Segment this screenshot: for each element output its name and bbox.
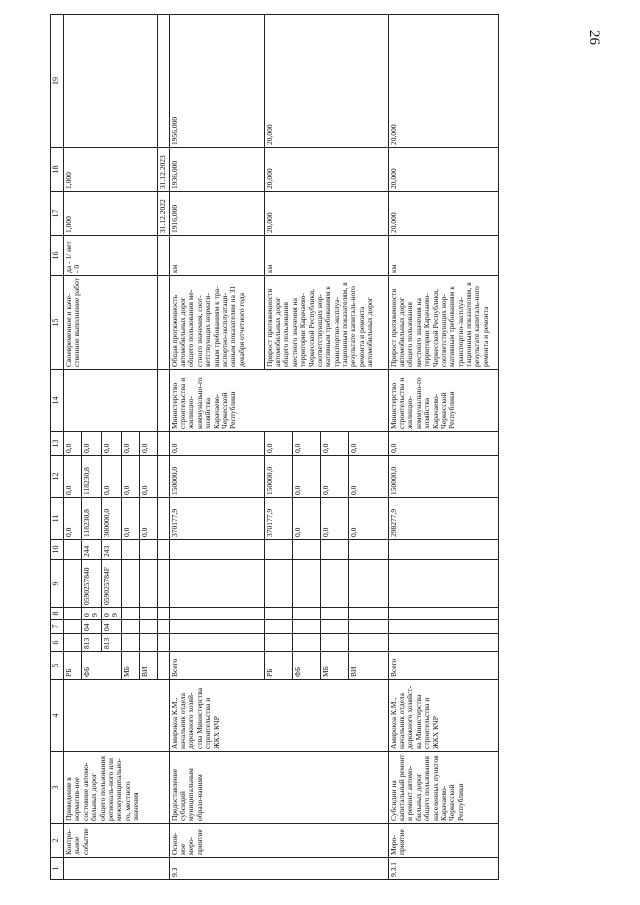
row-name-cell: Приведение в норматив-ное состояние автомо-бильных дорог общего пользования региональ-ного или межмуниципально-го, местного значения (64, 752, 170, 824)
col-header: 18 (51, 148, 64, 192)
col-header: 14 (51, 370, 64, 432)
unit-cell: км (169, 236, 264, 276)
col-header: 6 (51, 634, 64, 652)
col-header: 13 (51, 432, 64, 456)
program-table (50, 14, 499, 880)
table-row: ФБ 813 04 09 0590257840 244 118230,8 118230,8 0,0 (82, 15, 102, 880)
table-row: ВИ 0,0 0,0 0,0 (139, 15, 157, 880)
table-row: ВИ 0,0 0,0 0,0 (348, 15, 388, 880)
unit-cell: км (264, 236, 388, 276)
header-row (51, 15, 64, 880)
table-row: 9.3.1 Меро-приятие Субсидии на капитальный ремонт и ремонт автомо-бильных дорог общего пользования населенных пунктов Карачаево-Черкесской Республики Амирокоа К.М., начальник отдела дорожного хозяйст-ва Министерства строительства и ЖКХ КЧР Всего 298277,9 150000,0 0,0 Министерство строительства и жилищно-коммунально-го хозяйства Карачаево-Черкесской Республики Прирост протяженности автомобильных дорог общего пользования местного значения на территории Карачаево-Черкесской Республики, соответствующих нор-мативным требованиям к транспортно-эксплуа-тационным показателям, в результате капиталь-ного ремонта и ремонта км 20,000 20,000 20,000 (388, 15, 498, 880)
row-type-cell: Меро-приятие (388, 824, 498, 858)
unit-cell: да - 1/ нет - 0 (64, 236, 158, 276)
indicator-cell: Своевременное и каче-ственное выполнение работ (64, 276, 158, 370)
indicator-cell: Прирост протяженности автомобильных дорог общего пользования местного значения на территории Карачаево-Черкесской Республики, соответствующих нор-мативным требованиям к транспортно-эксплуа-тационным показателям, в результате капиталь-ного ремонта и ремонта (388, 276, 498, 370)
col-header: 1 (51, 858, 64, 880)
table-row: 813 04 09 059025784F 243 300000,0 0,0 0,0 (101, 15, 121, 880)
row-type-cell: Основ-ное меро-приятие (169, 824, 388, 858)
table-row: Контро-льное событие Приведение в норматив-ное состояние автомо-бильных дорог общего пользования региональ-ного или межмуниципально-го, местного значения РБ 0,0 0,0 0,0 Своевременное и каче-ственное выполнение работ да - 1/ нет - 0 1,000 1,000 (64, 15, 82, 880)
col-header: 19 (51, 15, 64, 148)
responsible-cell: Амирокоа К.М., начальник отдела дорожного хозяй-ства Министерства строительства и ЖКХ КЧР (169, 680, 388, 752)
col-header: 4 (51, 680, 64, 752)
page-number: 26 (586, 30, 602, 45)
unit-cell: км (388, 236, 498, 276)
row-type-cell: Контро-льное событие (64, 824, 170, 858)
table-row: 9.3 Основ-ное меро-приятие Предоставление субсидий муниципальным образо-ваниям Амирокоа К.М., начальник отдела дорожного хозяй-ства Министерства строительства и ЖКХ КЧР Всего 370177,9 150000,0 0,0 Министерство строительства и жилищно-коммунально-го хозяйства Карачаево-Черкесской Республики Общая протяженность автомобильных дорог общего пользования ме-стного значения, соот-ветствующих нормати-вным требованиям к тра-нспортно-эксплуатаци-онным показателям на 31 декабря отчетного года км 1916,000 1936,000 1956,000 (169, 15, 264, 880)
col-header: 3 (51, 752, 64, 824)
col-header: 7 (51, 620, 64, 634)
col-header: 12 (51, 456, 64, 498)
table-row: 31.12.2022 31.12.2023 (157, 15, 169, 880)
col-header: 17 (51, 192, 64, 236)
col-header: 11 (51, 498, 64, 540)
executor-cell: Министерство строительства и жилищно-коммунально-го хозяйства Карачаево-Черкесской Республики (169, 370, 388, 432)
col-header: 15 (51, 276, 64, 370)
row-name-cell: Предоставление субсидий муниципальным образо-ваниям (169, 752, 388, 824)
table-row: РБ 370177,9 150000,0 0,0 Прирост протяженности автомобильных дорог общего пользования местного значения на территории Карачаево-Черкесской Республики, соответствующих нор-мативным требованиям к транспортно-эксплуа-тационным показателям, в результате капиталь-ного ремонта и ремонта автомобильных дорог км 20,000 20,000 20,000 (264, 15, 292, 880)
col-header: 2 (51, 824, 64, 858)
col-header: 16 (51, 236, 64, 276)
table-row: ФБ 0,0 0,0 0,0 (292, 15, 320, 880)
row-number: 9.3 (169, 858, 388, 880)
indicator-cell: Общая протяженность автомобильных дорог общего пользования ме-стного значения, соот-ветствующих нормати-вным требованиям к тра-нспортно-эксплуатаци-онным показателям на 31 декабря отчетного года (169, 276, 264, 370)
col-header: 10 (51, 540, 64, 560)
col-header: 9 (51, 560, 64, 608)
col-header: 5 (51, 652, 64, 680)
table-row: МБ 0,0 0,0 0,0 (121, 15, 139, 880)
indicator-cell: Прирост протяженности автомобильных дорог общего пользования местного значения на территории Карачаево-Черкесской Республики, соответствующих нор-мативным требованиям к транспортно-эксплуа-тационным показателям, в результате капиталь-ного ремонта и ремонта автомобильных дорог (264, 276, 388, 370)
col-header: 8 (51, 608, 64, 620)
executor-cell: Министерство строительства и жилищно-коммунально-го хозяйства Карачаево-Черкесской Республики (388, 370, 498, 432)
row-number: 9.3.1 (388, 858, 498, 880)
rotated-page (50, 35, 590, 880)
table-row: МБ 0,0 0,0 0,0 (320, 15, 348, 880)
responsible-cell: Амирокоа К.М., начальник отдела дорожного хозяйст-ва Министерства строительства и ЖКХ КЧР (388, 680, 498, 752)
row-name-cell: Субсидии на капитальный ремонт и ремонт автомо-бильных дорог общего пользования населенных пунктов Карачаево-Черкесской Республики (388, 752, 498, 824)
